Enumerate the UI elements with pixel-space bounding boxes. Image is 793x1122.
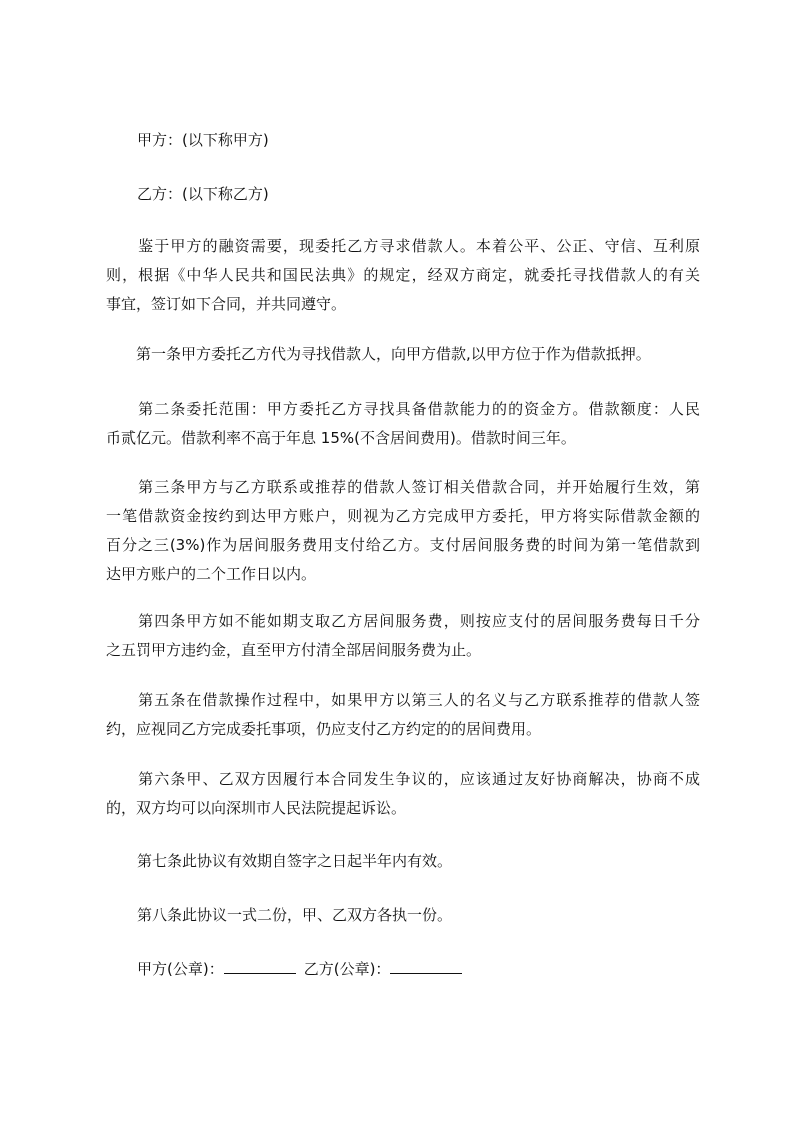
article-7: 第七条此协议有效期自签字之日起半年内有效。 [137, 852, 453, 870]
intro-line: 事宜，签订如下合同，并共同遵守。 [106, 295, 347, 313]
article-line: 一笔借款资金按约到达甲方账户，则视为乙方完成甲方委托，甲方将实际借款金额的 [106, 507, 700, 525]
party-a-seal-label: 甲方(公章)： [137, 960, 224, 978]
party-b-seal-label: 乙方(公章)： [303, 960, 391, 978]
article-line: 之五罚甲方违约金，直至甲方付清全部居间服务费为止。 [106, 641, 482, 659]
article-line: 百分之三(3%)作为居间服务费用支付给乙方。支付居间服务费的时间为第一笔借款到 [106, 536, 700, 554]
article-line: 第四条甲方如不能如期支取乙方居间服务费，则按应支付的居间服务费每日千分 [106, 612, 700, 630]
intro-paragraph [106, 232, 700, 319]
article-4 [106, 607, 700, 665]
article-line: 约，应视同乙方完成委托事项，仍应支付乙方约定的的居间费用。 [106, 720, 542, 738]
article-line: 第三条甲方与乙方联系或推荐的借款人签订相关借款合同，并开始履行生效，第 [106, 478, 700, 496]
article-6 [106, 765, 700, 823]
signature-line [137, 955, 462, 984]
party-a-seal-blank[interactable] [224, 959, 296, 974]
party-b-line: 乙方：(以下称乙方) [137, 185, 269, 203]
article-line: 第二条委托范围：甲方委托乙方寻找具备借款能力的的资金方。借款额度：人民 [106, 400, 700, 418]
article-3 [106, 473, 700, 589]
article-1 [106, 340, 700, 369]
article-8: 第八条此协议一式二份，甲、乙双方各执一份。 [137, 906, 453, 924]
article-line: 的，双方均可以向深圳市人民法院提起诉讼。 [106, 799, 407, 817]
article-line: 达甲方账户的二个工作日以内。 [106, 565, 317, 583]
party-a-line: 甲方：(以下称甲方) [137, 131, 269, 149]
party-b-seal-blank[interactable] [390, 959, 462, 974]
intro-line: 则，根据《中华人民共和国民法典》的规定，经双方商定，就委托寻找借款人的有关 [106, 266, 700, 284]
article-5 [106, 686, 700, 744]
article-line: 第一条甲方委托乙方代为寻找借款人，向甲方借款,以甲方位于作为借款抵押。 [106, 345, 651, 363]
article-line: 币贰亿元。借款利率不高于年息 15%(不含居间费用)。借款时间三年。 [106, 429, 576, 447]
article-line: 第五条在借款操作过程中，如果甲方以第三人的名义与乙方联系推荐的借款人签 [106, 691, 700, 709]
article-line: 第六条甲、乙双方因履行本合同发生争议的，应该通过友好协商解决，协商不成 [106, 770, 700, 788]
article-2 [106, 395, 700, 453]
intro-line: 鉴于甲方的融资需要，现委托乙方寻求借款人。本着公平、公正、守信、互利原 [106, 237, 700, 255]
